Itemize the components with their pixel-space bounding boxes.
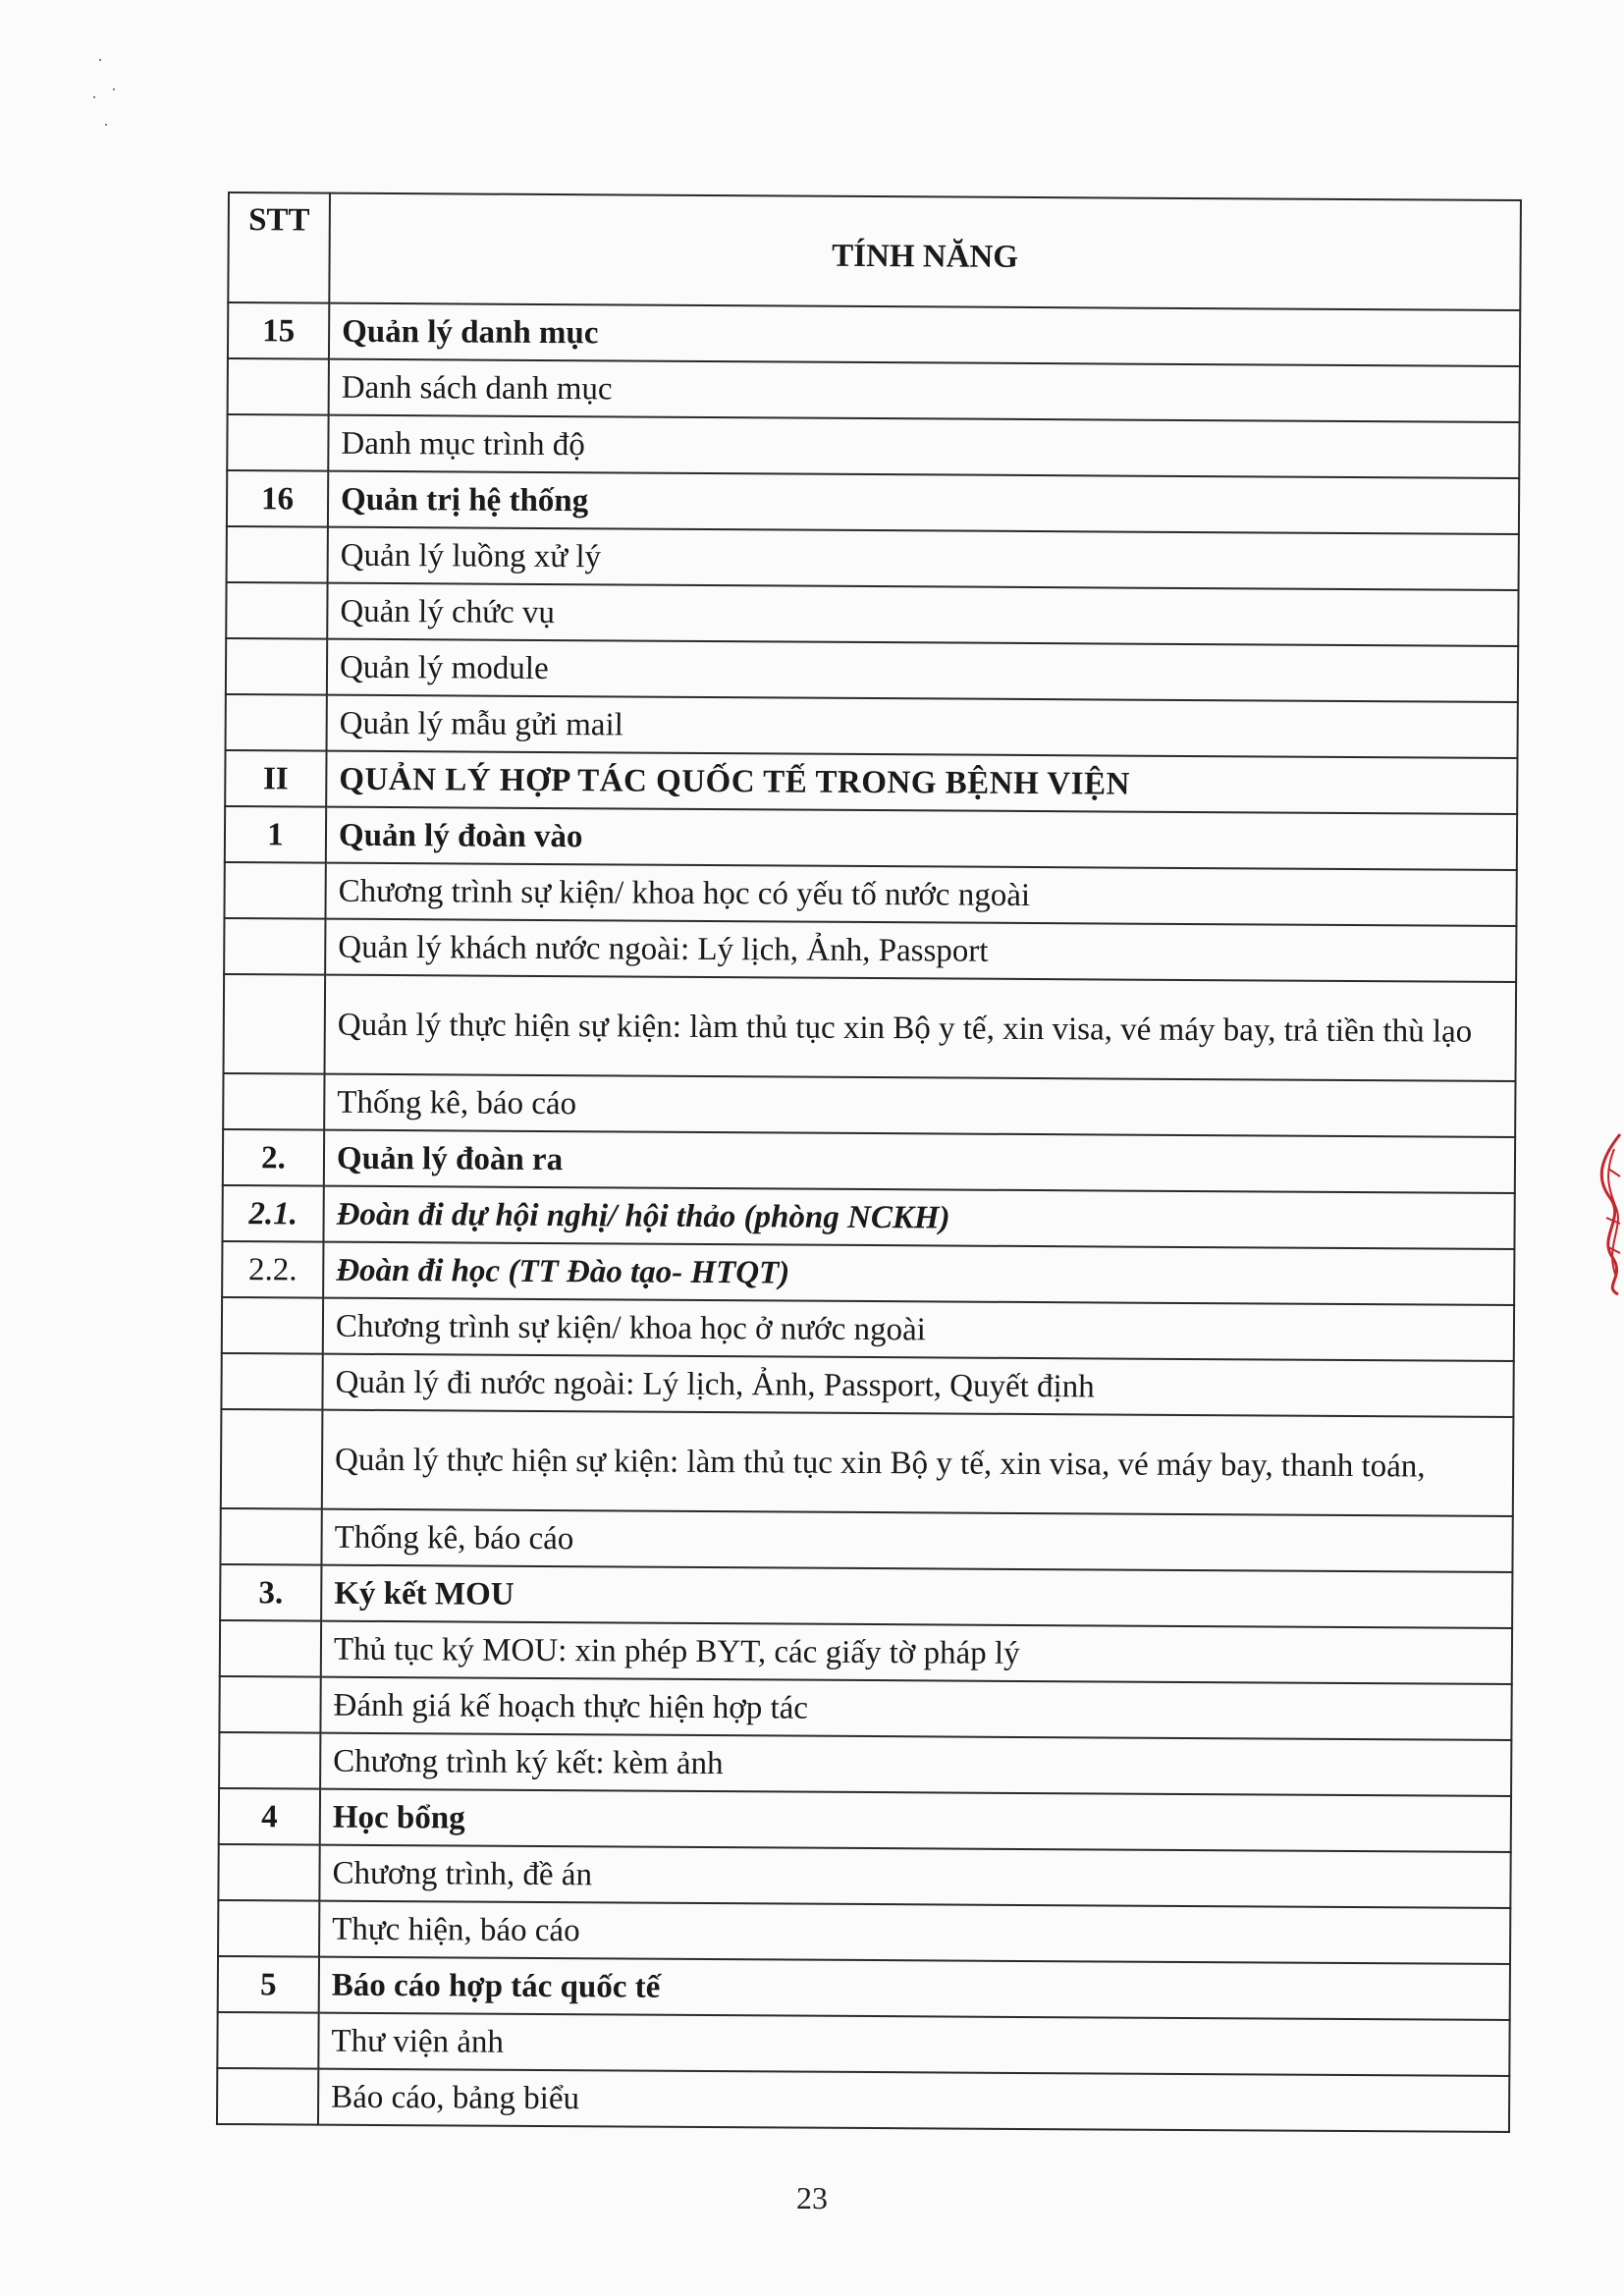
row-stt [228,358,329,415]
table-row [220,1620,1512,1684]
row-feature: Thực hiện, báo cáo [319,1901,1510,1964]
row-feature: Quản lý luồng xử lý [328,527,1519,590]
row-stt [219,1676,320,1733]
table-row [227,526,1519,590]
table-header-row [228,192,1521,310]
row-feature: Học bổng [320,1789,1511,1852]
speck [99,59,101,61]
row-feature: QUẢN LÝ HỢP TÁC QUỐC TẾ TRONG BỆNH VIỆN [326,751,1517,814]
table-row [222,1241,1514,1305]
row-stt [220,1620,321,1677]
row-stt: 2.2. [222,1241,323,1298]
row-stt [218,1844,319,1901]
row-stt [217,2012,318,2069]
row-feature: Chương trình sự kiện/ khoa học có yếu tố nước ngoài [325,863,1516,926]
row-feature: Chương trình, đề án [319,1845,1510,1908]
table-row [224,862,1516,926]
row-feature: Quản lý khách nước ngoài: Lý lịch, Ảnh, Passport [325,919,1516,982]
table-row [221,1353,1513,1417]
row-feature: Đoàn đi dự hội nghị/ hội thảo (phòng NCKH) [323,1186,1514,1249]
scan-specks [93,59,133,137]
row-feature: Báo cáo hợp tác quốc tế [319,1957,1510,2020]
table-row [228,358,1520,422]
row-stt [221,1409,323,1509]
row-stt: 4 [219,1788,320,1845]
table-row [218,1844,1510,1908]
table-row [218,1956,1510,2020]
table-row [222,1185,1514,1249]
table-row [223,1073,1515,1137]
table-row [224,918,1516,982]
row-stt: 1 [225,806,326,863]
row-stt: 16 [227,470,328,527]
table-row [219,1676,1511,1740]
row-stt [217,2068,318,2125]
table-row [226,694,1518,758]
row-feature: Thủ tục ký MOU: xin phép BYT, các giấy tờ pháp lý [321,1621,1512,1684]
row-stt [226,638,327,695]
table-row [219,1732,1511,1796]
row-stt [222,1297,323,1354]
row-feature: Quản lý thực hiện sự kiện: làm thủ tục xin Bộ y tế, xin visa, vé máy bay, trả tiền thù lạo [325,975,1517,1081]
row-feature: Quản lý danh mục [329,303,1520,366]
row-feature: Quản trị hệ thống [328,471,1519,534]
row-stt [220,1508,321,1565]
row-feature: Ký kết MOU [321,1565,1512,1628]
row-feature: Thư viện ảnh [318,2013,1509,2076]
row-stt [224,862,325,919]
table-row [228,302,1520,366]
table-row [221,1409,1514,1516]
row-feature: Chương trình ký kết: kèm ảnh [320,1733,1511,1796]
row-stt [227,414,328,471]
row-stt [227,526,328,583]
stamp-edge-mark [1591,1129,1624,1296]
row-stt [223,1073,324,1130]
row-stt [219,1732,320,1789]
row-stt: 3. [220,1564,321,1621]
header-stt: STT [228,192,330,303]
table-row [225,806,1517,870]
row-feature: Quản lý thực hiện sự kiện: làm thủ tục xin Bộ y tế, xin visa, vé máy bay, thanh toán, [322,1410,1514,1516]
row-feature: Quản lý chức vụ [327,583,1518,646]
table-row [223,1129,1515,1193]
page-number: 23 [796,2180,828,2215]
row-stt: 15 [228,302,329,359]
row-stt: 2. [223,1129,324,1186]
table-row [220,1564,1512,1628]
row-feature: Quản lý đoàn vào [326,807,1517,870]
speck [113,88,115,90]
row-stt [221,1353,322,1410]
table-row [226,638,1518,702]
table-row [227,470,1519,534]
table-row [217,2012,1509,2076]
table-row [222,1297,1514,1361]
stamp-stroke [1608,1149,1618,1277]
row-feature: Thống kê, báo cáo [324,1074,1515,1137]
row-stt: 2.1. [222,1185,323,1242]
row-stt [226,694,327,751]
row-feature: Đoàn đi học (TT Đào tạo- HTQT) [323,1242,1514,1305]
table-body [217,302,1520,2132]
speck [105,124,107,126]
table-row [218,1900,1510,1964]
header-feature: TÍNH NĂNG [329,193,1521,310]
row-feature: Quản lý mẫu gửi mail [327,695,1518,758]
row-feature: Danh mục trình độ [328,415,1519,478]
feature-table-wrapper [216,191,1520,2133]
table-row [224,974,1517,1081]
table-row [226,582,1518,646]
table-row [220,1508,1512,1572]
table-row [217,2068,1509,2132]
row-feature: Quản lý đi nước ngoài: Lý lịch, Ảnh, Passport, Quyết định [322,1354,1513,1417]
table-row [225,750,1517,814]
row-feature: Báo cáo, bảng biểu [318,2069,1509,2132]
row-stt [218,1900,319,1957]
speck [93,96,95,98]
feature-table [216,191,1522,2133]
row-stt [226,582,327,639]
row-feature: Thống kê, báo cáo [321,1509,1512,1572]
row-stt: II [225,750,326,807]
row-feature: Chương trình sự kiện/ khoa học ở nước ngoài [323,1298,1514,1361]
row-stt [224,918,325,975]
row-feature: Quản lý đoàn ra [324,1130,1515,1193]
row-feature: Danh sách danh mục [329,359,1520,422]
table-row [219,1788,1511,1852]
row-feature: Quản lý module [327,639,1518,702]
row-feature: Đánh giá kế hoạch thực hiện hợp tác [320,1677,1511,1740]
row-stt: 5 [218,1956,319,2013]
table-row [227,414,1519,478]
row-stt [224,974,326,1074]
